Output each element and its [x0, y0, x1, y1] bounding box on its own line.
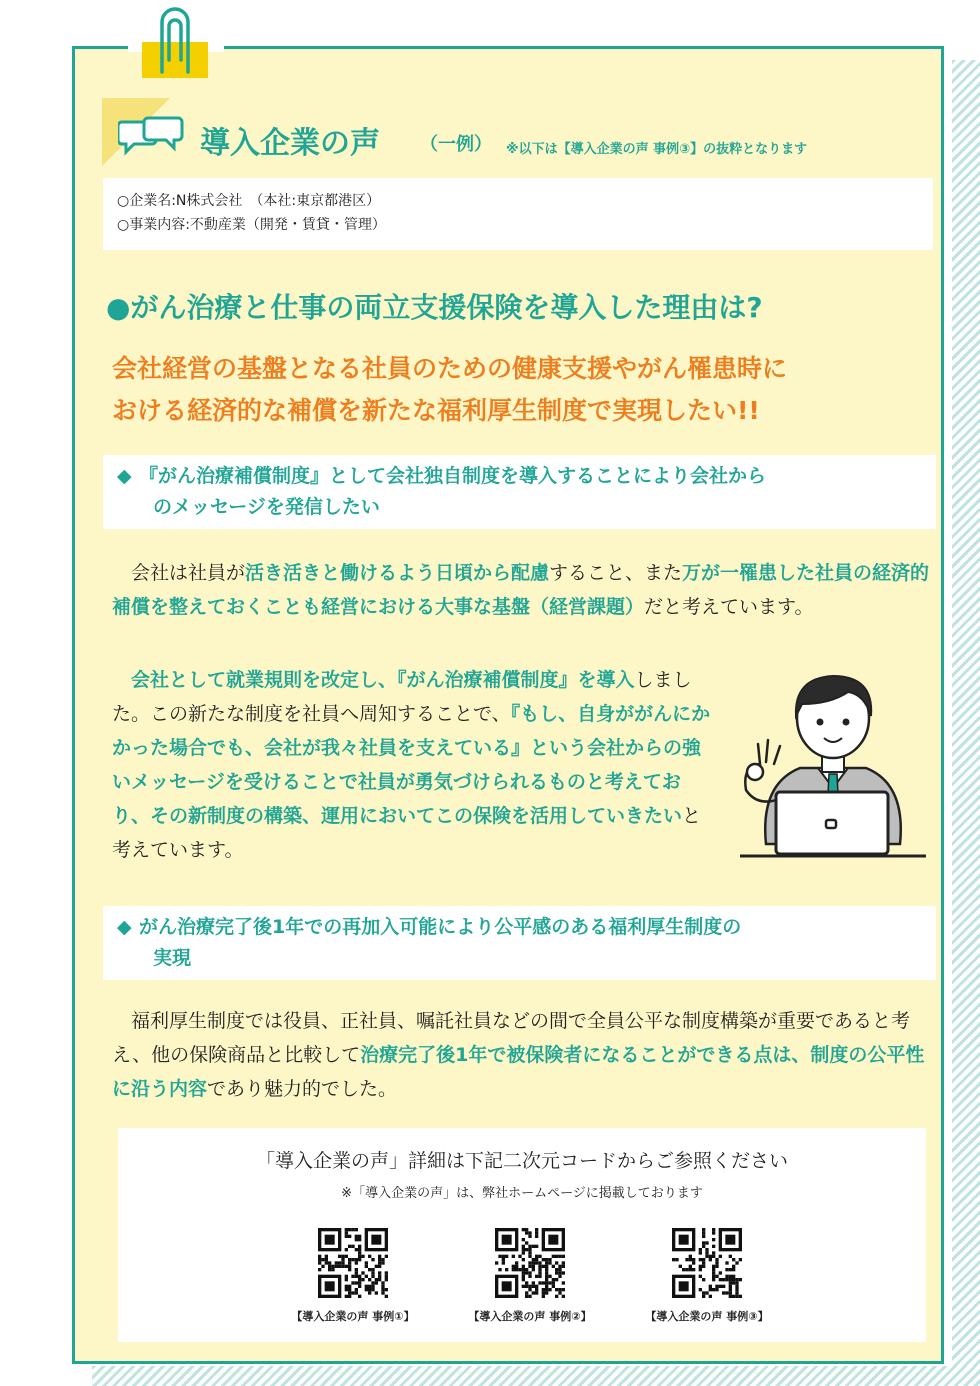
qr-code-icon[interactable] — [672, 1228, 742, 1298]
section1-heading-box — [103, 455, 936, 529]
p1-text-c: すること、また — [549, 562, 683, 584]
section2-paragraph — [112, 1004, 930, 1106]
company-name: ○企業名:N株式会社 （本社:東京都港区） — [117, 193, 381, 209]
qr-label: 【導入企業の声 事例②】 — [468, 1310, 592, 1323]
section2-heading-line-2: 実現 — [153, 947, 192, 969]
section2-heading-line-1: がん治療完了後1年での再加入可能により公平感のある福利厚生制度の — [139, 916, 742, 938]
businessman-with-laptop-illustration — [738, 664, 928, 864]
p1-highlight-d: 万が一罹患した社員の経済的補償を整えておくことも経営における大事な基盤（経営課題） — [112, 562, 930, 618]
answer-line-1: 会社経営の基盤となる社員のための健康支援やがん罹患時に — [112, 354, 788, 383]
page-title-sub: （一例） — [420, 134, 492, 155]
question-heading: ●がん治療と仕事の両立支援保険を導入した理由は? — [106, 291, 763, 324]
section1-paragraph-2 — [112, 663, 712, 867]
excerpt-note: ※以下は【導入企業の声 事例③】の抜粋となります — [506, 142, 808, 157]
qr-section-title: 「導入企業の声」詳細は下記二次元コードからご参照ください — [255, 1150, 788, 1172]
decorative-stripes-right — [952, 60, 980, 1386]
paper-clip-icon — [140, 0, 210, 84]
s2-text-c: であり魅力的でした。 — [207, 1078, 398, 1100]
qr-label: 【導入企業の声 事例①】 — [291, 1310, 415, 1323]
p1-text-a: 会社は社員が — [131, 562, 246, 584]
section1-paragraph-1 — [112, 556, 930, 624]
qr-item-case-2[interactable] — [445, 1228, 615, 1324]
qr-label: 【導入企業の声 事例③】 — [645, 1310, 769, 1323]
qr-code-section — [118, 1128, 926, 1342]
diamond-bullet: ◆ — [117, 465, 132, 487]
s2-text-a: 福利厚生制度では役員、正社員、嘱託社員などの間で全員公平な制度構築が重要であると考え、他の保険商品と比較して — [112, 1010, 911, 1066]
p1-text-e: だと考えています。 — [644, 596, 814, 618]
diamond-bullet: ◆ — [117, 916, 132, 938]
p2-text-d: と考えています。 — [112, 805, 702, 861]
section2-heading — [117, 912, 924, 974]
qr-item-case-1[interactable] — [268, 1228, 438, 1324]
section1-heading-line-2: のメッセージを発信したい — [153, 496, 380, 518]
qr-code-icon[interactable] — [318, 1228, 388, 1298]
company-info-box — [103, 178, 933, 250]
qr-code-icon[interactable] — [495, 1228, 565, 1298]
answer-line-2: おける経済的な補償を新たな福利厚生制度で実現したい!! — [112, 396, 760, 425]
p2-highlight-c: 『もし、自身ががんにかかった場合でも、会社が我々社員を支えている』という会社からの強いメッセージを受けることで社員が勇気づけられるものと考えており、その新制度の構築、運用においてこの保険を活用していきたい — [112, 703, 711, 827]
qr-item-case-3[interactable] — [622, 1228, 792, 1324]
speech-bubbles-icon — [118, 116, 184, 160]
p2-highlight-a: 会社として就業規則を改定し、『がん治療補償制度』を導入 — [131, 669, 635, 691]
section1-heading — [117, 461, 924, 523]
answer-highlight — [112, 348, 942, 432]
s2-highlight-b: 治療完了後1年で被保険者になることができる点は、制度の公平性に沿う内容 — [112, 1044, 925, 1100]
p1-highlight-b: 活き活きと働けるよう日頃から配慮 — [245, 562, 550, 584]
qr-section-note: ※「導入企業の声」は、弊社ホームページに掲載しております — [341, 1186, 703, 1201]
company-business: ○事業内容:不動産業（開発・賃貸・管理） — [117, 217, 386, 233]
decorative-stripes-bottom — [92, 1366, 980, 1386]
p2-text-b: しました。この新たな制度を社員へ周知することで、 — [112, 669, 692, 725]
section2-heading-box — [103, 906, 936, 980]
section1-heading-line-1: 『がん治療補償制度』として会社独自制度を導入することにより会社から — [139, 465, 767, 487]
page-title: 導入企業の声 — [200, 126, 380, 161]
